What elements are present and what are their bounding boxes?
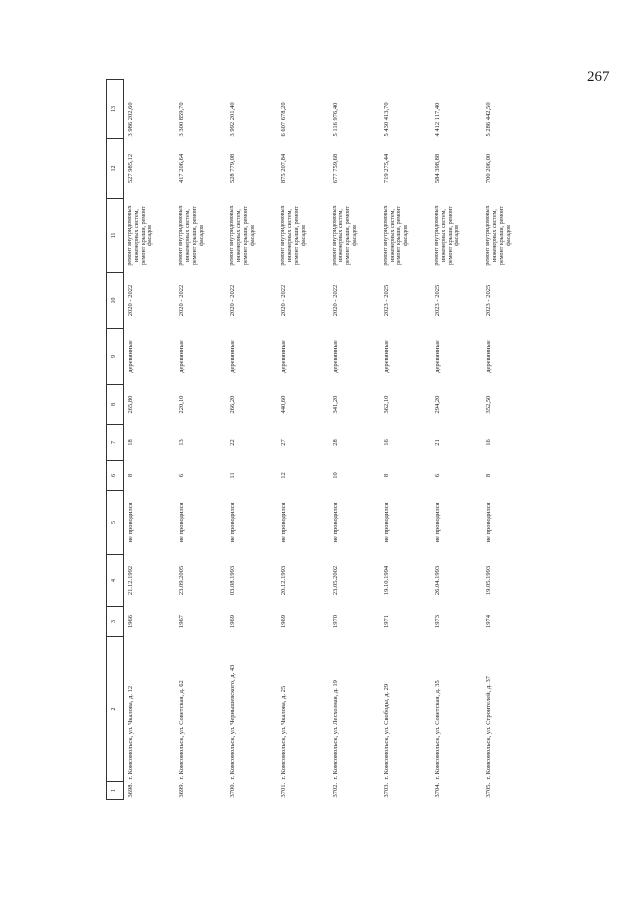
wall-material-cell: деревянные bbox=[280, 340, 288, 373]
renovation-status-cell: не проводился bbox=[331, 502, 339, 543]
renovation-status-cell: не проводился bbox=[126, 502, 134, 543]
row-number: 3705. bbox=[484, 782, 492, 798]
period-cell: 2020 - 2022 bbox=[178, 284, 186, 317]
total-cell: 5 116 976,40 bbox=[331, 102, 339, 137]
renovation-status-cell: не проводился bbox=[178, 502, 186, 543]
total-cell: 4 412 117,40 bbox=[433, 102, 441, 137]
row-number: 3699. bbox=[178, 782, 186, 798]
table-row bbox=[431, 80, 482, 800]
apartments-cell: 16 bbox=[382, 439, 390, 446]
year-cell: 1973 bbox=[433, 615, 441, 628]
column-header: 13 bbox=[107, 80, 124, 139]
apartments-cell: 28 bbox=[331, 439, 339, 446]
table-row bbox=[175, 80, 226, 800]
period-cell: 2020 - 2022 bbox=[229, 284, 237, 317]
total-cell: 3 300 859,70 bbox=[178, 102, 186, 137]
amount-cell: 875 207,84 bbox=[280, 153, 288, 184]
area-cell: 265,80 bbox=[126, 395, 134, 414]
floors-cell: 11 bbox=[229, 472, 237, 479]
date-cell: 19.05.1993 bbox=[484, 565, 492, 596]
column-header: 8 bbox=[107, 385, 124, 425]
apartments-cell: 27 bbox=[280, 439, 288, 446]
period-cell: 2020 - 2022 bbox=[126, 284, 134, 317]
year-cell: 1970 bbox=[331, 615, 339, 628]
table-row bbox=[226, 80, 277, 800]
wall-material-cell: деревянные bbox=[126, 340, 134, 373]
year-cell: 1969 bbox=[280, 615, 288, 628]
area-cell: 220,10 bbox=[178, 395, 186, 414]
column-header: 9 bbox=[107, 329, 124, 385]
date-cell: 03.08.1993 bbox=[229, 565, 237, 596]
table-row bbox=[482, 80, 533, 800]
column-header: 2 bbox=[107, 637, 124, 782]
apartments-cell: 13 bbox=[178, 439, 186, 446]
year-cell: 1974 bbox=[484, 615, 492, 628]
works-cell: ремонт внутридомовых инженерных систем, ремонт крыши, ремонт фасадов bbox=[126, 205, 154, 266]
amount-cell: 527 985,12 bbox=[126, 153, 134, 184]
column-header: 6 bbox=[107, 461, 124, 491]
area-cell: 362,10 bbox=[382, 395, 390, 414]
amount-cell: 677 759,68 bbox=[331, 153, 339, 184]
period-cell: 2020 - 2022 bbox=[280, 284, 288, 317]
renovation-status-cell: не проводился bbox=[433, 502, 441, 543]
address-cell: г. Комсомольск, ул. Чкалова, д. 25 bbox=[280, 685, 288, 780]
table-row bbox=[329, 80, 380, 800]
total-cell: 3 986 202,60 bbox=[126, 102, 134, 137]
wall-material-cell: деревянные bbox=[331, 340, 339, 373]
column-header: 11 bbox=[107, 199, 124, 273]
row-number: 3698. bbox=[126, 782, 134, 798]
total-cell: 5 430 413,70 bbox=[382, 102, 390, 137]
amount-cell: 528 779,08 bbox=[229, 153, 237, 184]
wall-material-cell: деревянные bbox=[433, 340, 441, 373]
column-header: 10 bbox=[107, 273, 124, 329]
row-number: 3702. bbox=[331, 782, 339, 798]
works-cell: ремонт внутридомовых инженерных систем, ремонт крыши, ремонт фасадов bbox=[280, 205, 308, 266]
works-cell: ремонт внутридомовых инженерных систем, ремонт крыши, ремонт фасадов bbox=[484, 205, 512, 266]
wall-material-cell: деревянные bbox=[178, 340, 186, 373]
floors-cell: 8 bbox=[382, 473, 390, 478]
floors-cell: 6 bbox=[178, 473, 186, 478]
renovation-status-cell: не проводился bbox=[229, 502, 237, 543]
column-header: 12 bbox=[107, 139, 124, 199]
area-cell: 266,20 bbox=[229, 395, 237, 414]
wall-material-cell: деревянные bbox=[484, 340, 492, 373]
column-header: 4 bbox=[107, 555, 124, 607]
total-cell: 5 286 442,50 bbox=[484, 102, 492, 137]
area-cell: 352,50 bbox=[484, 395, 492, 414]
address-cell: г. Комсомольск, ул. Советская, д. 35 bbox=[433, 680, 441, 780]
address-cell: г. Комсомольск, ул. Лесхозная, д. 19 bbox=[331, 680, 339, 780]
area-cell: 440,60 bbox=[280, 395, 288, 414]
address-cell: г. Комсомольск, ул. Чернышевского, д. 43 bbox=[229, 664, 237, 780]
row-number: 3703. bbox=[382, 782, 390, 798]
area-cell: 294,20 bbox=[433, 395, 441, 414]
floors-cell: 12 bbox=[280, 472, 288, 479]
works-cell: ремонт внутридомовых инженерных систем, ремонт крыши, ремонт фасадов bbox=[229, 205, 256, 266]
year-cell: 1969 bbox=[229, 615, 237, 628]
table-header-row bbox=[107, 80, 124, 800]
floors-cell: 8 bbox=[484, 473, 492, 478]
column-header: 7 bbox=[107, 425, 124, 461]
year-cell: 1971 bbox=[382, 615, 390, 628]
amount-cell: 719 275,44 bbox=[382, 153, 390, 184]
year-cell: 1966 bbox=[126, 615, 134, 628]
apartments-cell: 22 bbox=[229, 439, 237, 446]
works-cell: ремонт внутридомовых инженерных систем, ремонт крыши, ремонт фасадов bbox=[382, 205, 410, 266]
period-cell: 2023 - 2025 bbox=[433, 284, 441, 317]
address-cell: г. Комсомольск, ул. Свободы, д. 29 bbox=[382, 683, 390, 780]
address-cell: г. Комсомольск, ул. Советская, д. 62 bbox=[178, 680, 186, 780]
row-number: 3701. bbox=[280, 782, 288, 798]
address-cell: г. Комсомольск, ул. Строителей, д. 37 bbox=[484, 676, 492, 780]
rotated-table-container bbox=[106, 80, 533, 800]
table-row bbox=[380, 80, 431, 800]
address-cell: г. Комсомольск, ул. Чкалова, д. 12 bbox=[126, 685, 134, 780]
area-cell: 341,20 bbox=[331, 395, 339, 414]
works-cell: ремонт внутридомовых инженерных систем, ремонт крыши, ремонт фасадов bbox=[331, 205, 359, 266]
row-number: 3704. bbox=[433, 782, 441, 798]
amount-cell: 584 398,88 bbox=[433, 153, 441, 184]
column-header: 1 bbox=[107, 782, 124, 800]
total-cell: 3 992 201,40 bbox=[229, 102, 237, 137]
wall-material-cell: деревянные bbox=[382, 340, 390, 373]
floors-cell: 10 bbox=[331, 472, 339, 479]
renovation-status-cell: не проводился bbox=[280, 502, 288, 543]
period-cell: 2023 - 2025 bbox=[382, 284, 390, 317]
date-cell: 19.10.1994 bbox=[382, 565, 390, 596]
column-header: 3 bbox=[107, 607, 124, 637]
renovation-status-cell: не проводился bbox=[382, 502, 390, 543]
works-cell: ремонт внутридомовых инженерных систем, ремонт крыши, ремонт фасадов bbox=[433, 205, 461, 266]
date-cell: 23.09.2005 bbox=[178, 565, 186, 596]
table-row bbox=[123, 80, 175, 800]
apartments-cell: 21 bbox=[433, 439, 441, 446]
column-header: 5 bbox=[107, 491, 124, 555]
year-cell: 1967 bbox=[178, 615, 186, 628]
date-cell: 23.05.2002 bbox=[331, 565, 339, 596]
page-number: 267 bbox=[587, 69, 610, 85]
amount-cell: 700 206,00 bbox=[484, 153, 492, 184]
amount-cell: 417 206,64 bbox=[178, 153, 186, 184]
apartments-cell: 16 bbox=[484, 439, 492, 446]
floors-cell: 8 bbox=[126, 473, 134, 478]
renovation-status-cell: не проводился bbox=[484, 502, 492, 543]
row-number: 3700. bbox=[229, 782, 237, 798]
table-body bbox=[123, 80, 533, 800]
apartments-cell: 18 bbox=[126, 439, 134, 446]
works-cell: ремонт внутридомовых инженерных систем, ремонт крыши, ремонт фасадов bbox=[178, 205, 205, 266]
table-row bbox=[277, 80, 328, 800]
housing-repair-table bbox=[106, 79, 533, 800]
date-cell: 20.12.1993 bbox=[280, 565, 288, 596]
period-cell: 2023 - 2025 bbox=[484, 284, 492, 317]
period-cell: 2020 - 2022 bbox=[331, 284, 339, 317]
date-cell: 26.04.1993 bbox=[433, 565, 441, 596]
date-cell: 21.12.1992 bbox=[126, 565, 134, 596]
wall-material-cell: деревянные bbox=[229, 340, 237, 373]
total-cell: 6 607 678,20 bbox=[280, 102, 288, 137]
floors-cell: 6 bbox=[433, 473, 441, 478]
